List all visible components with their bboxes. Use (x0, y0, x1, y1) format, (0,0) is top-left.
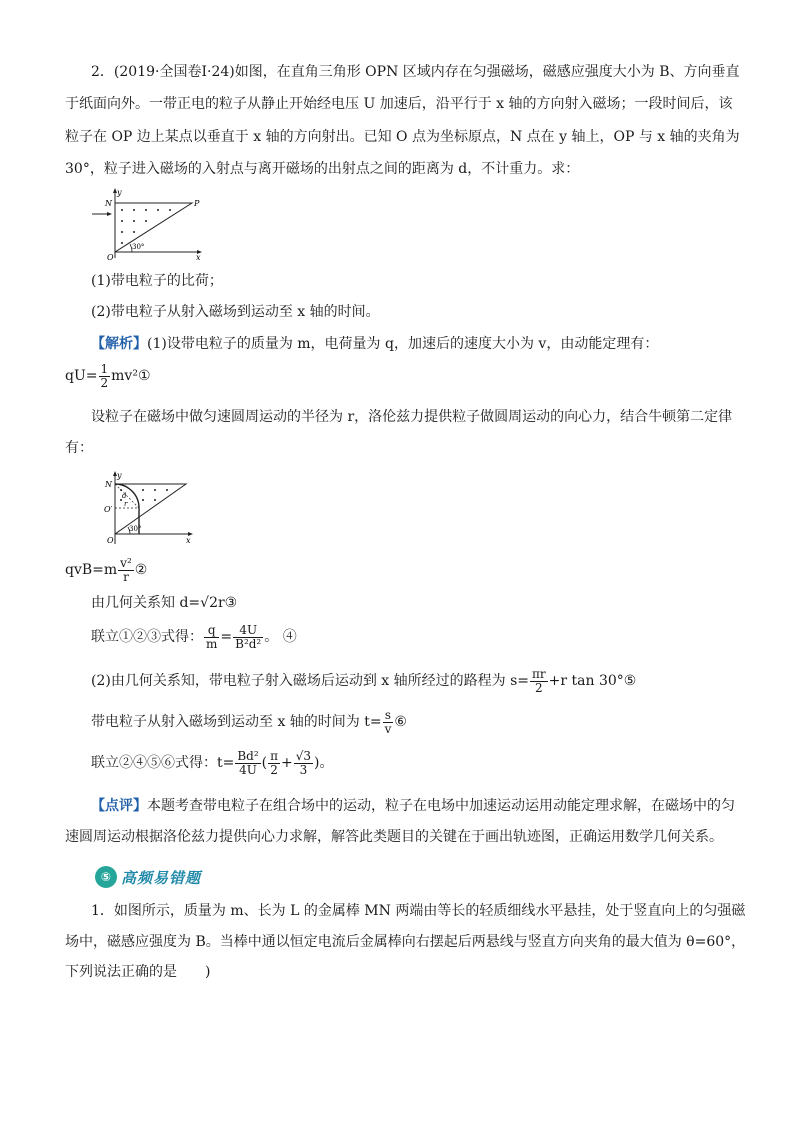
eq6-right: ⑥ (394, 714, 407, 730)
eq1-left: qU= (65, 368, 98, 384)
eq4-fraction-1 (204, 624, 219, 651)
eq5-left: (2)由几何关系知，带电粒子射入磁场后运动到 x 轴所经过的路程为 s= (91, 673, 529, 689)
equation-3: 由几何关系知 d=√2r③ (91, 595, 238, 611)
eq7-left: 联立②④⑤⑥式得：t= (91, 755, 235, 771)
eq5-fraction (530, 668, 548, 695)
eq4-left: 联立①②③式得： (91, 629, 203, 645)
equation-7 (91, 747, 771, 779)
eq7-fraction-b (294, 750, 313, 777)
equation-6 (91, 707, 771, 737)
eq5-den: 2 (530, 681, 548, 695)
eq4-equals: = (220, 629, 233, 645)
fig2-y-label: y (117, 471, 122, 480)
figure-triangle-field (88, 186, 208, 262)
fig2-d-label: d (122, 492, 127, 500)
eq1-fraction (99, 363, 111, 390)
eq7-num-a: π (270, 748, 279, 763)
comment-line-1 (91, 796, 771, 816)
analysis-intro-line (91, 334, 771, 354)
eq7-den: 4U (235, 763, 260, 777)
next-question-line-2: 场中，磁感应强度为 B。当棒中通以恒定电流后金属棒向右摆起后两悬线与竖直方向夹角的最大值为 θ=60°， (65, 934, 746, 950)
comment-tag: 【点评】 (91, 798, 147, 814)
comment-line-2: 速圆周运动根据洛伦兹力提供向心力求解，解答此类题目的关键在于画出轨迹图，正确运用数学几何关系。 (65, 829, 723, 845)
fig2-N-label: N (105, 480, 112, 489)
eq7-fraction (235, 750, 260, 777)
equation-2 (65, 556, 745, 584)
eq4-fraction-2 (233, 624, 263, 651)
eq2-num: v² (120, 555, 132, 570)
eq6-num: s (384, 707, 392, 722)
eq2-right: ② (134, 562, 148, 578)
question-source: (2019·全国卷Ⅰ·24) (113, 64, 235, 80)
analysis-intro: (1)设带电粒子的质量为 m，电荷量为 q，加速后的速度大小为 v，由动能定理有： (147, 336, 659, 352)
analysis-para2-line-1: 设粒子在磁场中做匀速圆周运动的半径为 r，洛伦兹力提供粒子做圆周运动的向心力，结合牛顿第二定律 (91, 409, 733, 425)
question-line-2: 于纸面向外。一带正电的粒子从静止开始经电压 U 加速后，沿平行于 x 轴的方向射入磁场；一段时间后，该 (65, 96, 733, 112)
eq6-den: v (384, 721, 392, 736)
equation-4 (91, 621, 771, 653)
eq7-den-b: 3 (294, 763, 313, 777)
figure-2-svg (88, 470, 198, 548)
eq7-plus: + (281, 755, 293, 771)
analysis-para2-line-2: 有： (65, 440, 93, 456)
eq5-num: πr (532, 666, 546, 681)
fig2-r-label: r (124, 500, 128, 508)
sub-question-2: (2)带电粒子从射入磁场到运动至 x 轴的时间。 (91, 304, 380, 320)
eq4-num1: q (207, 622, 216, 637)
eq7-right: )。 (314, 755, 334, 771)
eq4-den1: m (206, 636, 218, 651)
question-number: 2． (91, 64, 114, 80)
fig1-P-label: P (194, 199, 200, 208)
eq6-left: 带电粒子从射入磁场到运动至 x 轴的时间为 t= (91, 714, 382, 730)
equation-1 (65, 362, 745, 390)
equation-5 (91, 666, 771, 696)
eq4-num2: 4U (239, 622, 258, 637)
eq7-num: Bd² (237, 748, 259, 763)
eq7-fraction-a (268, 750, 280, 777)
next-question-line-1: 1．如图所示，质量为 m、长为 L 的金属棒 MN 两端由等长的轻质细线水平悬挂，处于竖直向上的匀强磁 (91, 903, 746, 919)
eq2-den: r (118, 570, 134, 584)
question-line-3: 粒子在 OP 边上某点以垂直于 x 轴的方向射出。已知 O 点为坐标原点，N 点在 y 轴上，OP 与 x 轴的夹角为 (65, 129, 740, 145)
fig1-y-label: y (117, 188, 122, 197)
eq2-fraction (118, 557, 134, 584)
section-badge-icon: ⑤ (95, 866, 117, 888)
fig1-x-label: x (196, 253, 201, 262)
eq7-den-a: 2 (268, 763, 280, 777)
fig1-angle-label: 30° (132, 243, 145, 251)
analysis-tag: 【解析】 (91, 336, 147, 352)
figure-1-svg (88, 186, 208, 262)
eq2-left: qvB=m (65, 562, 118, 578)
eq1-den: 2 (100, 375, 109, 390)
comment-text: 本题考查带电粒子在组合场中的运动，粒子在电场中加速运动运用动能定理求解，在磁场中的匀 (147, 798, 735, 814)
eq5-right: +r tan 30°⑤ (548, 673, 637, 689)
question-line-4: 30°，粒子进入磁场的入射点与离开磁场的出射点之间的距离为 d，不计重力。求： (65, 161, 580, 177)
section-title: 高频易错题 (121, 869, 202, 887)
question-text: 如图，在直角三角形 OPN 区域内存在匀强磁场，磁感应强度大小为 B、方向垂直 (234, 64, 740, 80)
figure-trajectory (88, 470, 198, 548)
eq7-paren-open: ( (261, 755, 268, 771)
fig1-O-label: O (107, 253, 114, 262)
fig1-N-label: N (105, 199, 112, 208)
next-question-line-3: 下列说法正确的是 ) (65, 964, 211, 980)
fig2-Oprime-label: O′ (104, 505, 113, 514)
eq4-right: 。 ④ (264, 629, 297, 645)
eq7-num-b: √3 (295, 748, 312, 763)
fig2-angle-label: 30° (129, 525, 142, 533)
eq1-right: mv²① (111, 368, 151, 384)
eq4-den2: B²d² (235, 636, 262, 651)
question-line-1 (91, 62, 771, 82)
sub-question-1: (1)带电粒子的比荷； (91, 273, 223, 289)
eq1-num: 1 (100, 361, 109, 376)
eq6-fraction (383, 709, 394, 736)
fig2-x-label: x (186, 536, 191, 545)
fig2-O-label: O (107, 536, 114, 545)
